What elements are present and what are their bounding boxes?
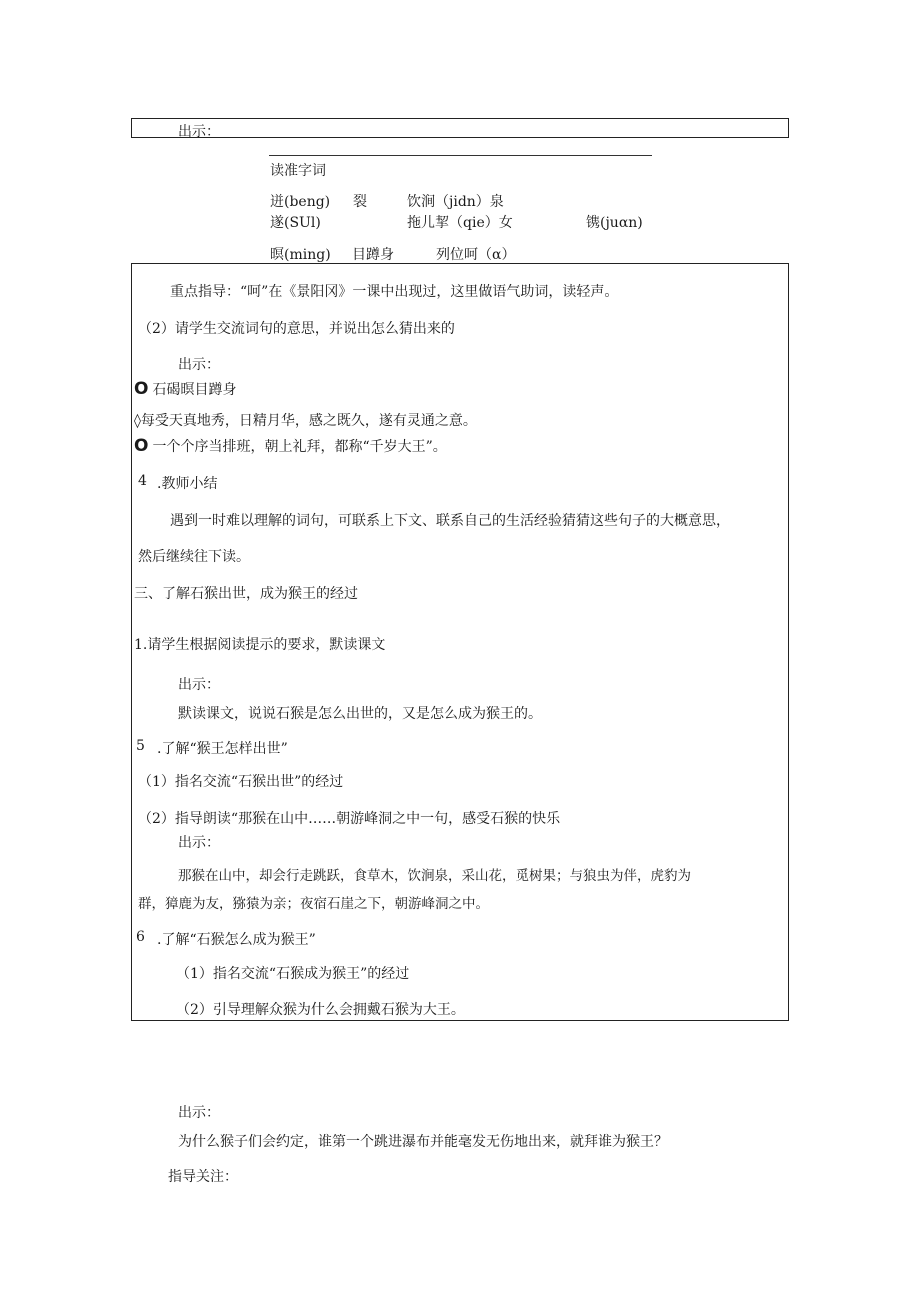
show-label-top: 出示： [178, 124, 220, 140]
section6-number: 6 [136, 929, 145, 945]
section4-number: 4 [138, 473, 147, 489]
key-point: 重点指导：“呵”在《景阳冈》一课中出现过，这里做语气助词，读轻声。 [170, 284, 619, 300]
show3-line-2: 群，獐鹿为友，猕猿为亲；夜宿石崖之下，朝游峰洞之中。 [138, 896, 489, 912]
section5-title: .了解“猴王怎样出世” [157, 741, 288, 757]
show2-text: 默读课文，说说石猴是怎么出世的，又是怎么成为猴王的。 [178, 706, 542, 722]
word-row1-c: 饮涧（jidn）泉 [407, 194, 504, 210]
summary-line-1: 遇到一时难以理解的词句，可联系上下文、联系自己的生活经验猜猜这些句子的大概意思， [170, 513, 730, 529]
diamond-marker-icon: ◊ [134, 413, 141, 429]
section6-title: .了解“石猴怎么成为猴王” [157, 932, 316, 948]
circle-marker-icon: O [134, 436, 149, 456]
show1-item-text: 石碣暝目蹲身 [152, 382, 237, 398]
show-label-2: 出示： [178, 677, 220, 693]
part3-step1: 1.请学生根据阅读提示的要求，默读课文 [134, 637, 386, 653]
show1-item-3 [134, 436, 447, 456]
summary-line-2: 然后继续往下读。 [138, 549, 250, 565]
show1-item-text: 每受天真地秀，日精月华，感之既久，遂有灵通之意。 [140, 413, 477, 429]
word-row3-c: 列位呵（α） [436, 247, 516, 263]
word-row3-b: 目蹲身 [352, 247, 394, 263]
show-box-top [131, 118, 789, 138]
word-row2-a: 遂(SUl) [270, 215, 321, 231]
show3-line-1: 那猴在山中，却会行走跳跃，食草木，饮涧泉，采山花，觅树果；与狼虫为伴，虎豹为 [178, 868, 691, 884]
section6-step1: （1）指名交流“石猴成为猴王”的经过 [176, 966, 410, 982]
section6-step2: （2）引导理解众猴为什么会拥戴石猴为大王。 [176, 1002, 465, 1018]
section5-number: 5 [136, 738, 145, 754]
show1-item-1 [134, 379, 236, 399]
show-label-1: 出示： [178, 357, 220, 373]
circle-marker-icon: O [134, 379, 149, 399]
show-label-4: 出示： [178, 1105, 220, 1121]
show1-item-text: 一个个序当排班，朝上礼拜，都称“千岁大王”。 [152, 439, 447, 455]
question-text: 为什么猴子们会约定，谁第一个跳进瀑布并能毫发无伤地出来，就拜谁为猴王？ [178, 1134, 668, 1150]
section5-step2: （2）指导朗读“那猴在山中……朝游峰洞之中一句，感受石猴的快乐 [138, 811, 561, 827]
word-row1-a: 迸(beng) [270, 194, 331, 210]
section5-step1: （1）指名交流“石猴出世”的经过 [138, 774, 344, 790]
show1-item-2 [134, 410, 477, 430]
section4-title: .教师小结 [157, 476, 218, 492]
divider-line [269, 155, 652, 156]
word-row1-b: 裂 [353, 194, 367, 210]
word-row3-a: 暝(ming) [270, 247, 331, 263]
part3-heading: 三、了解石猴出世，成为猴王的经过 [134, 586, 358, 602]
word-row2-c: 拖儿挈（qie）女 [407, 215, 513, 231]
guide-focus-label: 指导关注： [168, 1169, 238, 1185]
show-label-3: 出示： [178, 835, 220, 851]
word-row2-d: 镌(juαn) [586, 215, 643, 231]
step2: （2）请学生交流词句的意思，并说出怎么猜出来的 [138, 321, 455, 337]
words-heading: 读准字词 [270, 163, 326, 179]
